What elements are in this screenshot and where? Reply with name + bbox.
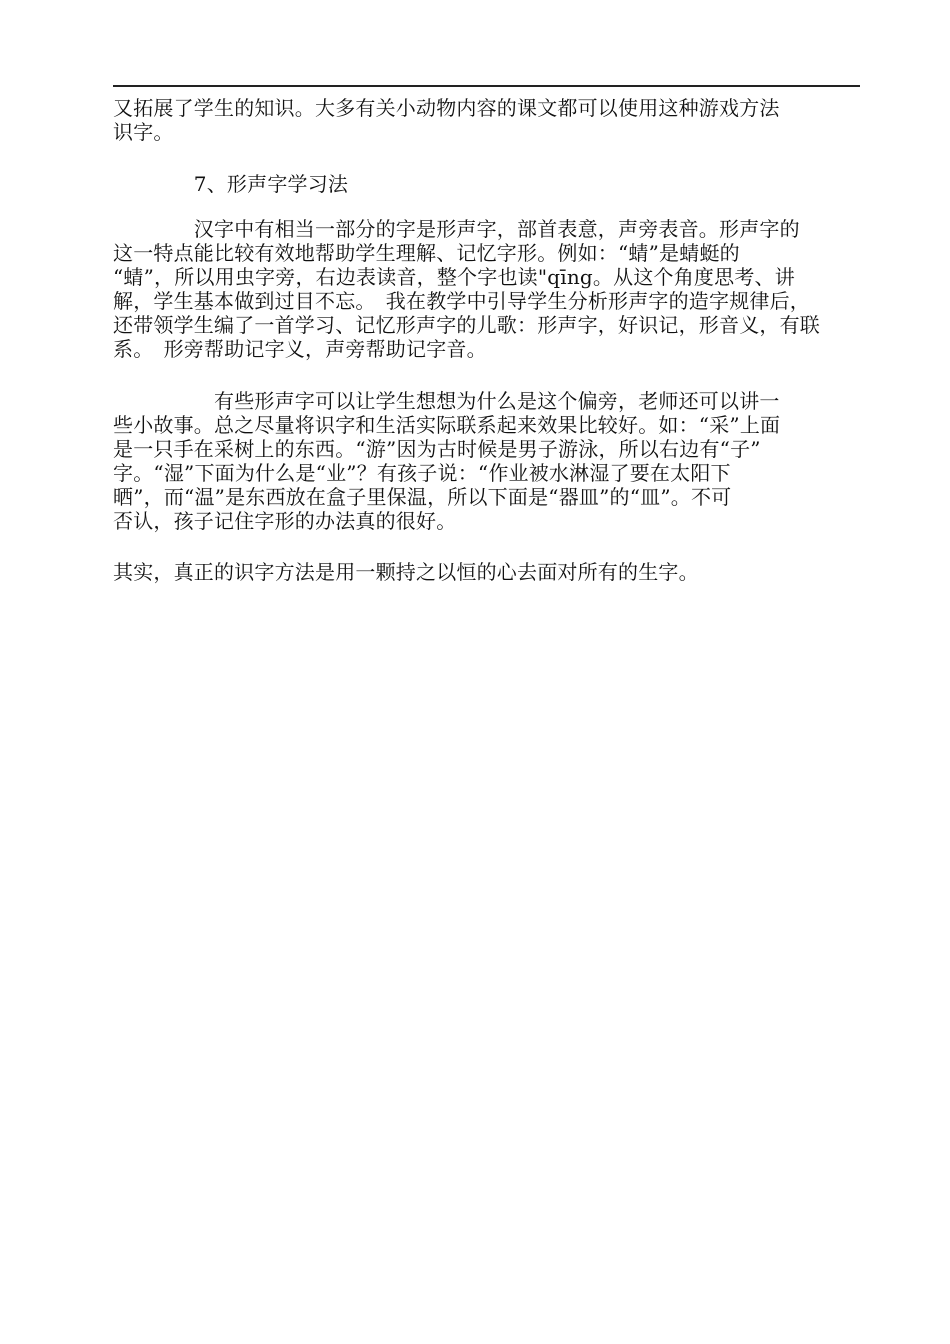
section-heading: 7、形声字学习法 xyxy=(113,172,349,196)
paragraph-phonetic-characters: 汉字中有相当一部分的字是形声字，部首表意，声旁表音。形声字的 这一特点能比较有效地帮助学生理解、记忆字形。例如：“蜻”是蜻蜓的 “蜻”，所以用虫字旁，右边表读音，整个字也读"qīng。从这个角度思考、讲 解，学生基本做到过目不忘。 我在教学中引导学生分析形声字的造字规律后， 还带领学生编了一首学习、记忆形声字的儿歌：形声字，好识记，形音义，有联 系。 形旁帮助记字义，声旁帮助记字音。 xyxy=(113,217,820,361)
paragraph-conclusion: 其实，真正的识字方法是用一颗持之以恒的心去面对所有的生字。 xyxy=(113,560,699,584)
header-rule xyxy=(113,85,860,87)
paragraph-continuation: 又拓展了学生的知识。大多有关小动物内容的课文都可以使用这种游戏方法 识字。 xyxy=(113,96,780,144)
paragraph-radical-stories: 有些形声字可以让学生想想为什么是这个偏旁，老师还可以讲一 些小故事。总之尽量将识字和生活实际联系起来效果比较好。如：“采”上面 是一只手在采树上的东西。“游”因为古时候是男子游泳，所以右边有“子” 字。“湿”下面为什么是“业”？有孩子说：“作业被水淋湿了要在太阳下 晒”，而“温”是东西放在盒子里保温，所以下面是“器皿”的“皿”。不可 否认，孩子记住字形的办法真的很好。 xyxy=(113,389,781,533)
